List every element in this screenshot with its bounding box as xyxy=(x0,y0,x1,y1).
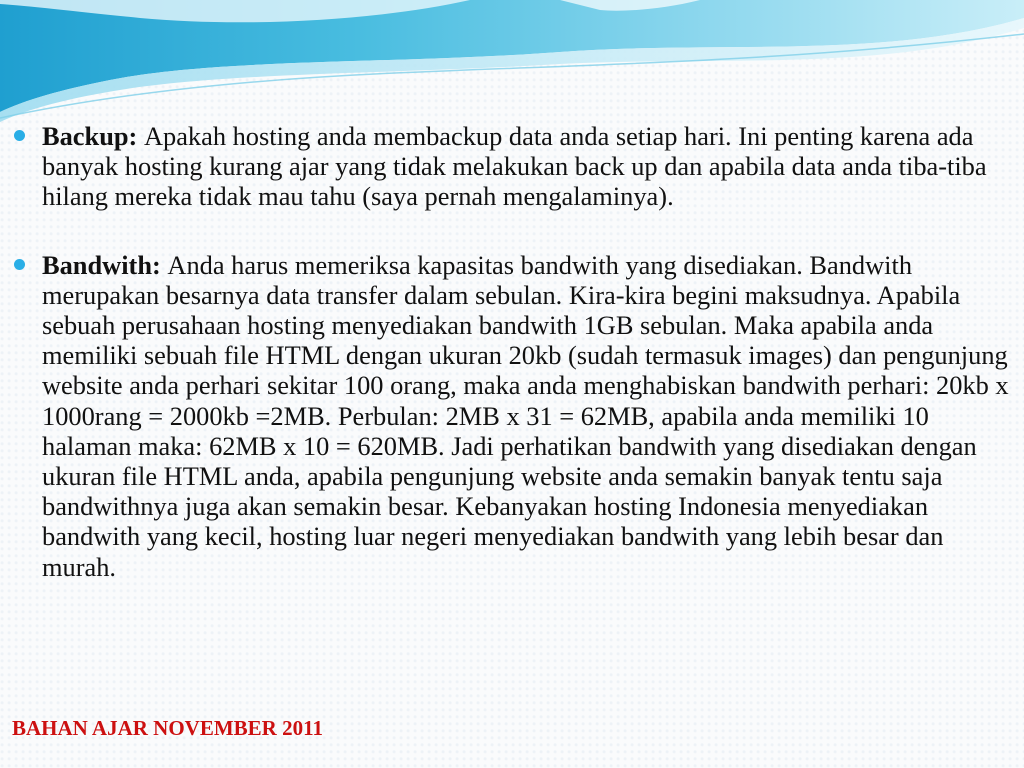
bullet-text: Apakah hosting anda membackup data anda setiap hari. Ini penting karena ada banyak hosting kurang ajar yang tidak melakukan back up dan apabila data anda tiba-tiba hilang mereka tidak mau tahu (saya pernah mengalaminya). xyxy=(42,121,987,212)
header-wave-decoration xyxy=(0,0,1024,130)
bullet-term: Backup: xyxy=(42,121,144,151)
slide-content xyxy=(14,121,1014,620)
bullet-term: Bandwith: xyxy=(42,249,168,280)
bullet-backup xyxy=(14,121,1014,212)
bullet-dot-icon xyxy=(14,259,25,270)
footer-label: BAHAN AJAR NOVEMBER 2011 xyxy=(12,716,323,740)
bullet-dot-icon xyxy=(14,130,25,141)
bullet-text: Anda harus memeriksa kapasitas bandwith yang disediakan. Bandwith merupakan besarnya data transfer dalam sebulan. Kira-kira begini maksudnya. Apabila sebuah perusahaan hosting menyediakan bandwith 1GB sebulan. Maka apabila anda memiliki sebuah file HTML dengan ukuran 20kb (sudah termasuk images) dan pengunjung website anda perhari sekitar 100 orang, maka anda menghabiskan bandwith perhari: 20kb x 1000rang = 2000kb =2MB. Perbulan: 2MB x 31 = 62MB, apabila anda memiliki 10 halaman maka: 62MB x 10 = 620MB. Jadi perhatikan bandwith yang disediakan dengan ukuran file HTML anda, apabila pengunjung website anda semakin banyak tentu saja bandwithnya juga akan semakin besar. Kebanyakan hosting Indonesia menyediakan bandwith yang kecil, hosting luar negeri menyediakan bandwith yang lebih besar dan murah. xyxy=(42,249,1009,582)
bullet-bandwith xyxy=(14,250,1014,582)
